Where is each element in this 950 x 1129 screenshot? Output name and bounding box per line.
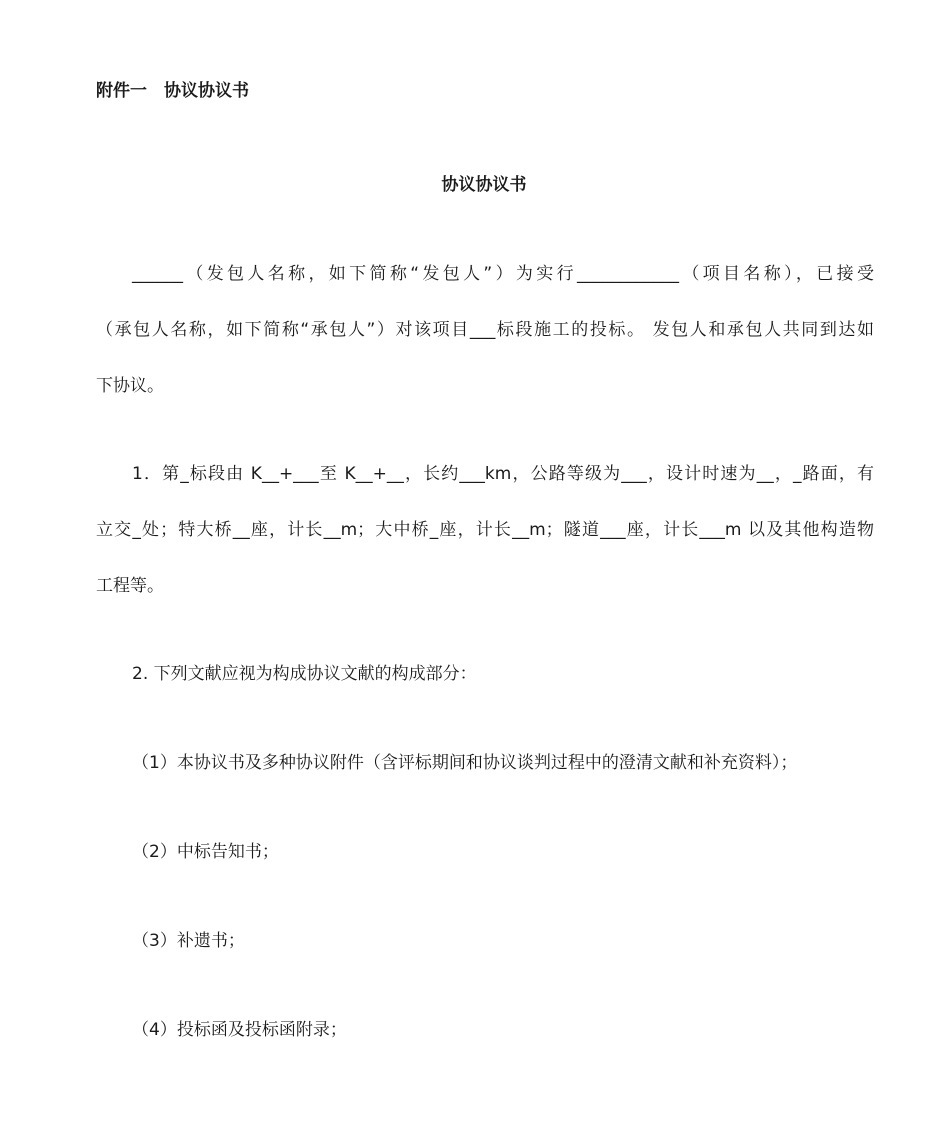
clause-1-line-3: 工程等。 [96, 576, 164, 596]
clause-2-item: （4）投标函及投标函附录； [132, 1020, 347, 1040]
document-title: 协议协议书 [441, 175, 527, 195]
intro-paragraph-line-1: ______（发包人名称，如下简称“发包人”）为实行____________（项目名称），已接受 [132, 264, 874, 284]
clause-2-item: （3）补遗书； [132, 931, 245, 951]
clause-1-line-2: 立交_处；特大桥__座，计长__m；大中桥_座，计长__m；隧道___座，计长___m 以及其他构造物 [96, 520, 874, 540]
intro-paragraph-line-2: （承包人名称，如下简称“承包人”）对该项目___标段施工的投标。 发包人和承包人共同到达如 [96, 320, 874, 340]
clause-1-line-1: 1．第_标段由 K__+___至 K__+__，长约___km，公路等级为___，设计时速为__，_路面，有 [132, 464, 874, 484]
clause-2-item: （1）本协议书及多种协议附件（含评标期间和协议谈判过程中的澄清文献和补充资料）； [132, 753, 798, 773]
intro-paragraph-line-3: 下协议。 [96, 376, 164, 396]
appendix-heading: 附件一 协议协议书 [96, 81, 249, 101]
clause-2-item: （2）中标告知书； [132, 842, 279, 862]
clause-2-heading: 2. 下列文献应视为构成协议文献的构成部分： [132, 664, 477, 684]
